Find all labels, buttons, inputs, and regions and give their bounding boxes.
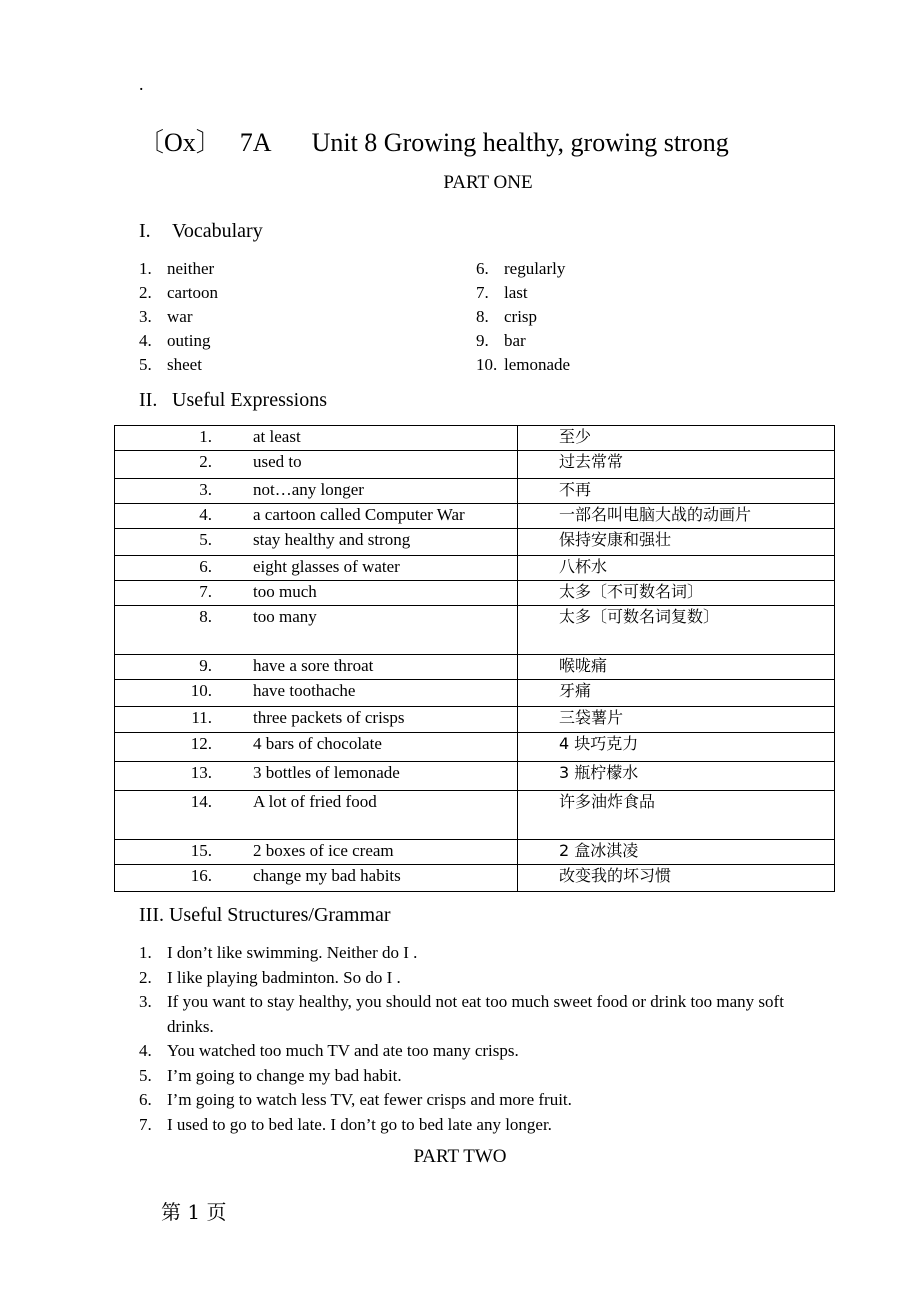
expression-english: have a sore throat [253, 656, 374, 675]
table-row [115, 479, 835, 504]
row-number: 16. [190, 866, 212, 885]
table-row [115, 680, 835, 707]
expression-english-cell [115, 791, 518, 840]
vocabulary-heading [139, 220, 263, 243]
row-number: 10. [190, 681, 212, 700]
header-dot: . [139, 74, 144, 94]
expression-chinese: 许多油炸食品 [518, 791, 835, 840]
table-row [115, 556, 835, 581]
table-row [115, 840, 835, 865]
row-number: 6. [199, 557, 212, 576]
expression-english-cell [115, 479, 518, 504]
vocabulary-list-right [476, 258, 570, 378]
vocab-item [139, 282, 218, 306]
expression-english: not…any longer [253, 480, 364, 499]
list-item [139, 1088, 799, 1113]
expression-chinese: 保持安康和强壮 [518, 529, 835, 556]
item-text: I don’t like swimming. Neither do I . [167, 943, 418, 962]
expressions-table [114, 425, 835, 892]
vocab-number: 6. [476, 259, 489, 278]
row-number: 5. [199, 530, 212, 549]
expressions-numeral: II. [139, 389, 158, 411]
vocabulary-numeral: I. [139, 220, 151, 242]
item-number: 4. [139, 1041, 152, 1060]
expression-english-cell [115, 680, 518, 707]
row-number: 8. [199, 607, 212, 626]
vocab-number: 3. [139, 307, 152, 326]
table-row [115, 529, 835, 556]
vocab-number: 9. [476, 331, 489, 350]
row-number: 1. [199, 427, 212, 446]
title-prefix: 〔Ox〕 [138, 128, 222, 157]
vocab-item [476, 282, 570, 306]
expression-english: three packets of crisps [253, 708, 405, 727]
expression-english-cell [115, 451, 518, 479]
vocab-number: 2. [139, 283, 152, 302]
row-number: 4. [199, 505, 212, 524]
table-row [115, 762, 835, 791]
expression-chinese: 太多〔不可数名词〕 [518, 581, 835, 606]
vocab-item [476, 330, 570, 354]
row-number: 9. [199, 656, 212, 675]
row-number: 2. [199, 452, 212, 471]
vocab-item [139, 258, 218, 282]
expressions-heading [139, 389, 327, 412]
page-title [138, 122, 729, 159]
expression-english: 2 boxes of ice cream [253, 841, 394, 860]
vocab-word: crisp [504, 307, 538, 326]
item-text: If you want to stay healthy, you should not eat too much sweet food or drink too many soft drinks. [167, 992, 784, 1036]
item-text: I’m going to change my bad habit. [167, 1065, 402, 1085]
expression-english-cell [115, 581, 518, 606]
page-number: 第 1 页 [161, 1200, 227, 1224]
expression-english-cell [115, 865, 518, 892]
expression-chinese: 八杯水 [518, 556, 835, 581]
expression-english: too much [253, 582, 317, 601]
expression-english: eight glasses of water [253, 557, 400, 576]
vocab-number: 1. [139, 259, 152, 278]
vocab-item [139, 306, 218, 330]
row-number: 12. [190, 734, 212, 753]
list-item [139, 1039, 799, 1064]
vocab-word: outing [167, 331, 211, 350]
expression-english: 4 bars of chocolate [253, 734, 382, 753]
expression-english-cell [115, 556, 518, 581]
item-number: 3. [139, 992, 152, 1011]
expression-chinese: 4 块巧克力 [518, 733, 835, 762]
vocabulary-title: Vocabulary [172, 220, 263, 242]
structures-heading: III. Useful Structures/Grammar [139, 904, 391, 926]
item-text: You watched too much TV and ate too many crisps. [167, 1041, 519, 1060]
table-row [115, 581, 835, 606]
expression-english: change my bad habits [253, 866, 401, 885]
vocab-word: neither [167, 259, 215, 278]
expression-english-cell [115, 504, 518, 529]
vocab-word: war [167, 307, 193, 326]
expression-english-cell [115, 529, 518, 556]
expression-english-cell [115, 606, 518, 655]
expression-chinese: 过去常常 [518, 451, 835, 479]
item-text: I like playing badminton. So do I . [167, 967, 401, 987]
item-number: 2. [139, 967, 152, 987]
row-number: 11. [191, 708, 212, 727]
table-row [115, 655, 835, 680]
vocab-item [139, 330, 218, 354]
expression-english: 3 bottles of lemonade [253, 763, 400, 782]
structures-list [139, 941, 799, 1137]
vocab-word: sheet [167, 355, 202, 374]
expression-english-cell [115, 426, 518, 451]
expression-chinese: 至少 [518, 426, 835, 451]
table-row [115, 791, 835, 840]
expression-english: a cartoon called Computer War [253, 505, 465, 524]
list-item [139, 1113, 799, 1138]
expression-english: have toothache [253, 681, 356, 700]
item-text: I used to go to bed late. I don’t go to bed late any longer. [167, 1114, 552, 1134]
part-one-heading: PART ONE [443, 172, 533, 193]
expression-english: too many [253, 607, 317, 626]
expression-english: used to [253, 452, 302, 471]
expression-english-cell [115, 762, 518, 791]
expression-chinese: 2 盒冰淇凌 [518, 840, 835, 865]
list-item [139, 966, 799, 991]
expression-chinese: 一部名叫电脑大战的动画片 [518, 504, 835, 529]
row-number: 15. [190, 841, 212, 860]
table-row [115, 707, 835, 733]
item-number: 6. [139, 1090, 152, 1109]
expression-english: at least [253, 427, 301, 446]
item-text: I’m going to watch less TV, eat fewer crisps and more fruit. [167, 1090, 572, 1109]
vocab-number: 7. [476, 283, 489, 302]
part-two-heading: PART TWO [413, 1146, 507, 1167]
item-number: 5. [139, 1065, 152, 1085]
row-number: 7. [199, 582, 212, 601]
vocab-word: lemonade [504, 355, 571, 374]
list-item [139, 990, 799, 1039]
vocab-word: bar [504, 331, 526, 350]
list-item [139, 1064, 799, 1089]
expression-english-cell [115, 840, 518, 865]
vocab-word: cartoon [167, 283, 218, 302]
row-number: 3. [199, 480, 212, 499]
expression-chinese: 牙痛 [518, 680, 835, 707]
expression-english-cell [115, 655, 518, 680]
table-row [115, 451, 835, 479]
vocab-number: 5. [139, 355, 152, 374]
table-row [115, 606, 835, 655]
table-row [115, 865, 835, 892]
title-grade: 7A [239, 128, 272, 157]
row-number: 14. [190, 792, 212, 811]
vocab-item [476, 258, 570, 282]
expression-english: stay healthy and strong [253, 530, 411, 549]
expression-chinese: 不再 [518, 479, 835, 504]
expression-chinese: 3 瓶柠檬水 [518, 762, 835, 791]
vocab-number: 10. [476, 355, 498, 374]
expressions-title: Useful Expressions [172, 389, 327, 411]
row-number: 13. [190, 763, 212, 782]
expression-english: A lot of fried food [253, 792, 377, 811]
vocab-number: 4. [139, 331, 152, 350]
expression-chinese: 三袋薯片 [518, 707, 835, 733]
table-row [115, 733, 835, 762]
expression-english-cell [115, 733, 518, 762]
table-row [115, 504, 835, 529]
vocab-word: regularly [504, 259, 566, 278]
vocab-item [139, 354, 218, 378]
item-number: 1. [139, 943, 152, 962]
table-row [115, 426, 835, 451]
vocab-item [476, 354, 570, 378]
vocab-item [476, 306, 570, 330]
title-unit: Unit 8 Growing healthy, growing strong [311, 128, 729, 157]
vocab-number: 8. [476, 307, 489, 326]
vocab-word: last [504, 283, 528, 302]
vocabulary-list-left [139, 258, 218, 378]
expression-chinese: 喉咙痛 [518, 655, 835, 680]
expression-chinese: 改变我的坏习惯 [518, 865, 835, 892]
item-number: 7. [139, 1114, 152, 1134]
list-item [139, 941, 799, 966]
expression-chinese: 太多〔可数名词复数〕 [518, 606, 835, 655]
expression-english-cell [115, 707, 518, 733]
